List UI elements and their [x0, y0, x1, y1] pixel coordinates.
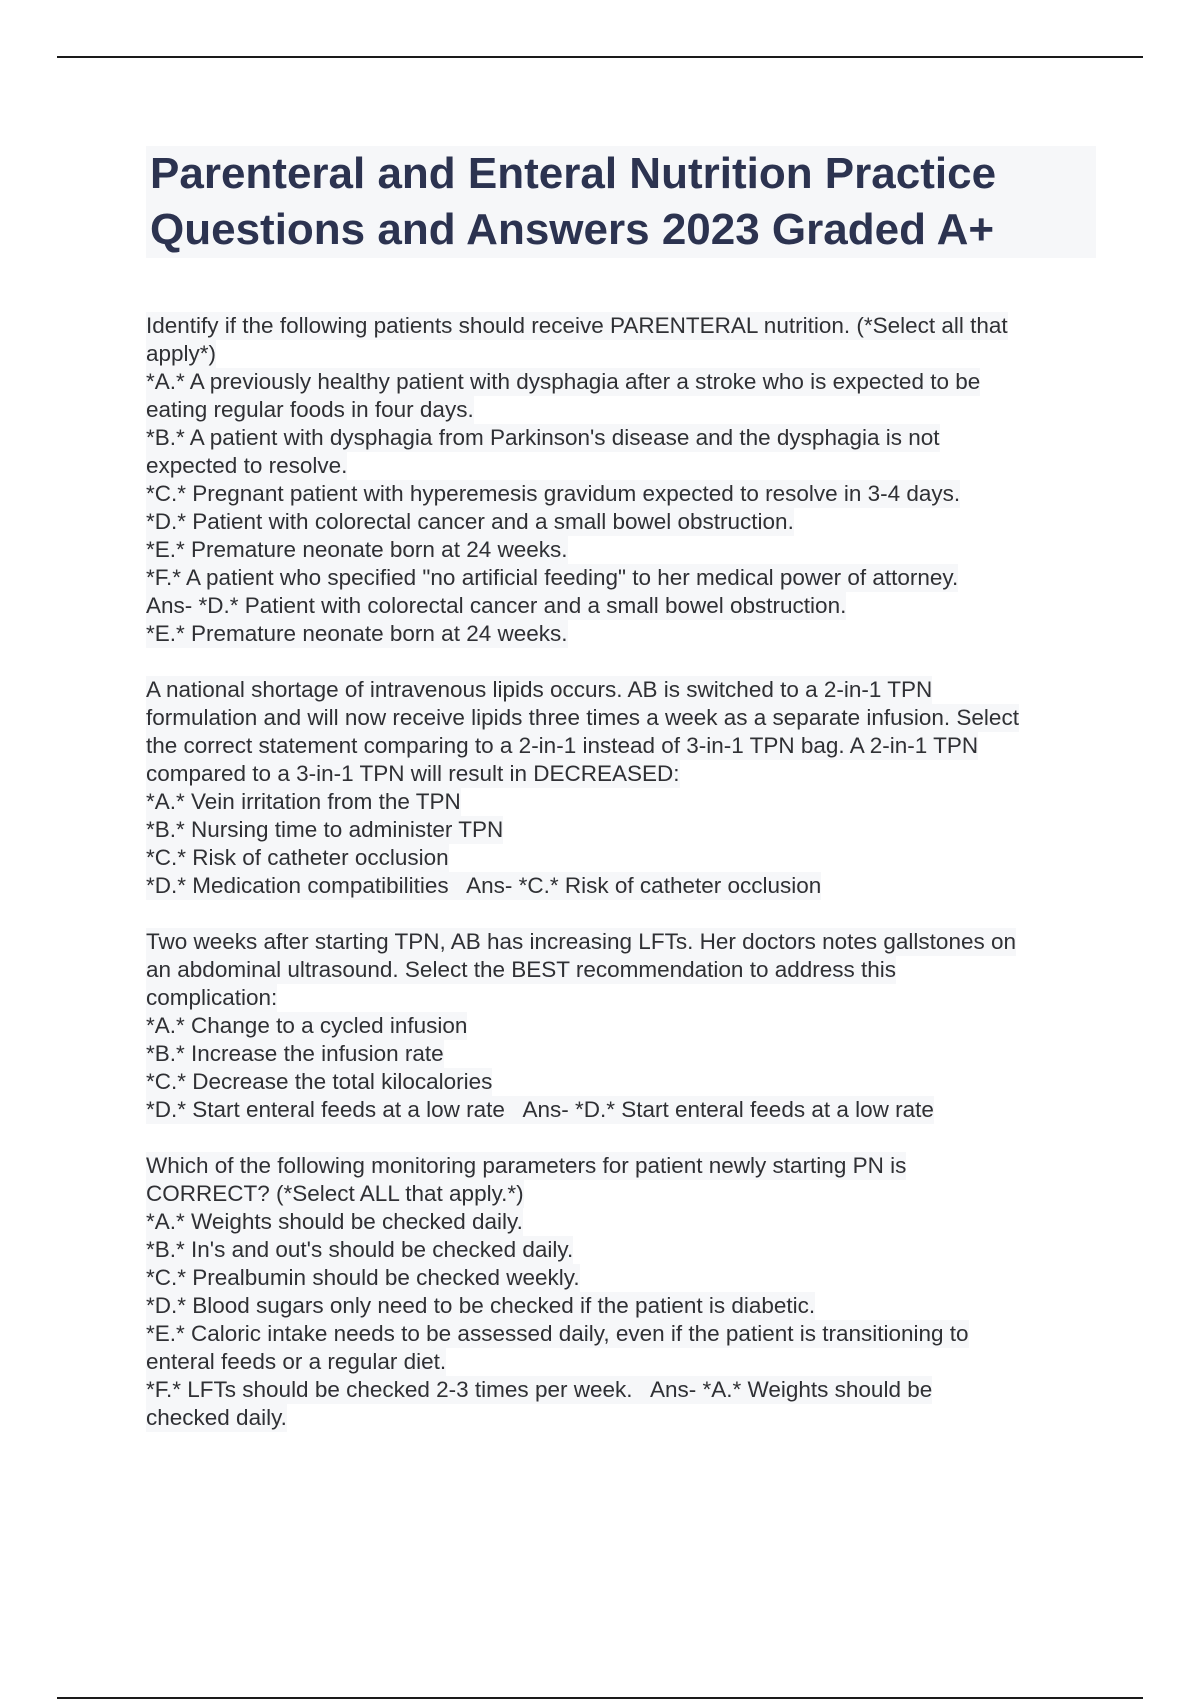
question-text-line: Identify if the following patients should receive PARENTERAL nutrition. (*Select all that: [146, 313, 1008, 338]
title-line: Parenteral and Enteral Nutrition Practice: [150, 149, 997, 198]
document-title: [146, 146, 1096, 258]
question-text-line: *B.* Increase the infusion rate: [146, 1041, 444, 1066]
question-text-line: *C.* Prealbumin should be checked weekly.: [146, 1265, 580, 1290]
top-rule: [57, 56, 1143, 58]
question-text-line: *B.* Nursing time to administer TPN: [146, 817, 504, 842]
question-text-line: compared to a 3-in-1 TPN will result in DECREASED:: [146, 761, 680, 786]
question-text-line: expected to resolve.: [146, 453, 348, 478]
question-text-line: *F.* A patient who specified "no artificial feeding" to her medical power of attorney.: [146, 565, 959, 590]
question-list: [146, 312, 1091, 1460]
question-text-line: *C.* Decrease the total kilocalories: [146, 1069, 493, 1094]
question-text-line: *A.* A previously healthy patient with dysphagia after a stroke who is expected to be: [146, 369, 981, 394]
question-block: [146, 1152, 1091, 1432]
question-text-line: Which of the following monitoring parameters for patient newly starting PN is: [146, 1153, 907, 1178]
question-text-line: *C.* Risk of catheter occlusion: [146, 845, 449, 870]
question-text-line: *D.* Medication compatibilities Ans- *C.* Risk of catheter occlusion: [146, 873, 822, 898]
question-text-line: apply*): [146, 341, 217, 366]
question-text-line: eating regular foods in four days.: [146, 397, 474, 422]
question-text-line: CORRECT? (*Select ALL that apply.*): [146, 1181, 524, 1206]
question-text-line: A national shortage of intravenous lipids occurs. AB is switched to a 2-in-1 TPN: [146, 677, 933, 702]
question-block: [146, 928, 1091, 1124]
question-text-line: *E.* Premature neonate born at 24 weeks.: [146, 621, 568, 646]
question-text-line: *D.* Start enteral feeds at a low rate Ans- *D.* Start enteral feeds at a low rate: [146, 1097, 934, 1122]
question-text-line: *B.* In's and out's should be checked daily.: [146, 1237, 574, 1262]
question-text-line: enteral feeds or a regular diet.: [146, 1349, 447, 1374]
question-text-line: *C.* Pregnant patient with hyperemesis gravidum expected to resolve in 3-4 days.: [146, 481, 961, 506]
question-text-line: an abdominal ultrasound. Select the BEST recommendation to address this: [146, 957, 897, 982]
question-text-line: formulation and will now receive lipids three times a week as a separate infusion. Select: [146, 705, 1019, 730]
question-block: [146, 676, 1091, 900]
question-text-line: *D.* Blood sugars only need to be checked if the patient is diabetic.: [146, 1293, 816, 1318]
title-line: Questions and Answers 2023 Graded A+: [150, 205, 995, 254]
question-text-line: *E.* Premature neonate born at 24 weeks.: [146, 537, 568, 562]
question-text-line: *A.* Weights should be checked daily.: [146, 1209, 523, 1234]
question-text-line: *A.* Change to a cycled infusion: [146, 1013, 468, 1038]
question-text-line: *B.* A patient with dysphagia from Parkinson's disease and the dysphagia is not: [146, 425, 940, 450]
question-text-line: *D.* Patient with colorectal cancer and a small bowel obstruction.: [146, 509, 794, 534]
question-text-line: *A.* Vein irritation from the TPN: [146, 789, 461, 814]
question-text-line: checked daily.: [146, 1405, 287, 1430]
question-text-line: Two weeks after starting TPN, AB has increasing LFTs. Her doctors notes gallstones on: [146, 929, 1016, 954]
question-text-line: complication:: [146, 985, 278, 1010]
question-text-line: *F.* LFTs should be checked 2-3 times per week. Ans- *A.* Weights should be: [146, 1377, 933, 1402]
question-block: [146, 312, 1091, 648]
question-text-line: Ans- *D.* Patient with colorectal cancer and a small bowel obstruction.: [146, 593, 847, 618]
question-text-line: the correct statement comparing to a 2-in-1 instead of 3-in-1 TPN bag. A 2-in-1 TPN: [146, 733, 979, 758]
bottom-rule: [57, 1697, 1143, 1699]
question-text-line: *E.* Caloric intake needs to be assessed daily, even if the patient is transitioning to: [146, 1321, 969, 1346]
